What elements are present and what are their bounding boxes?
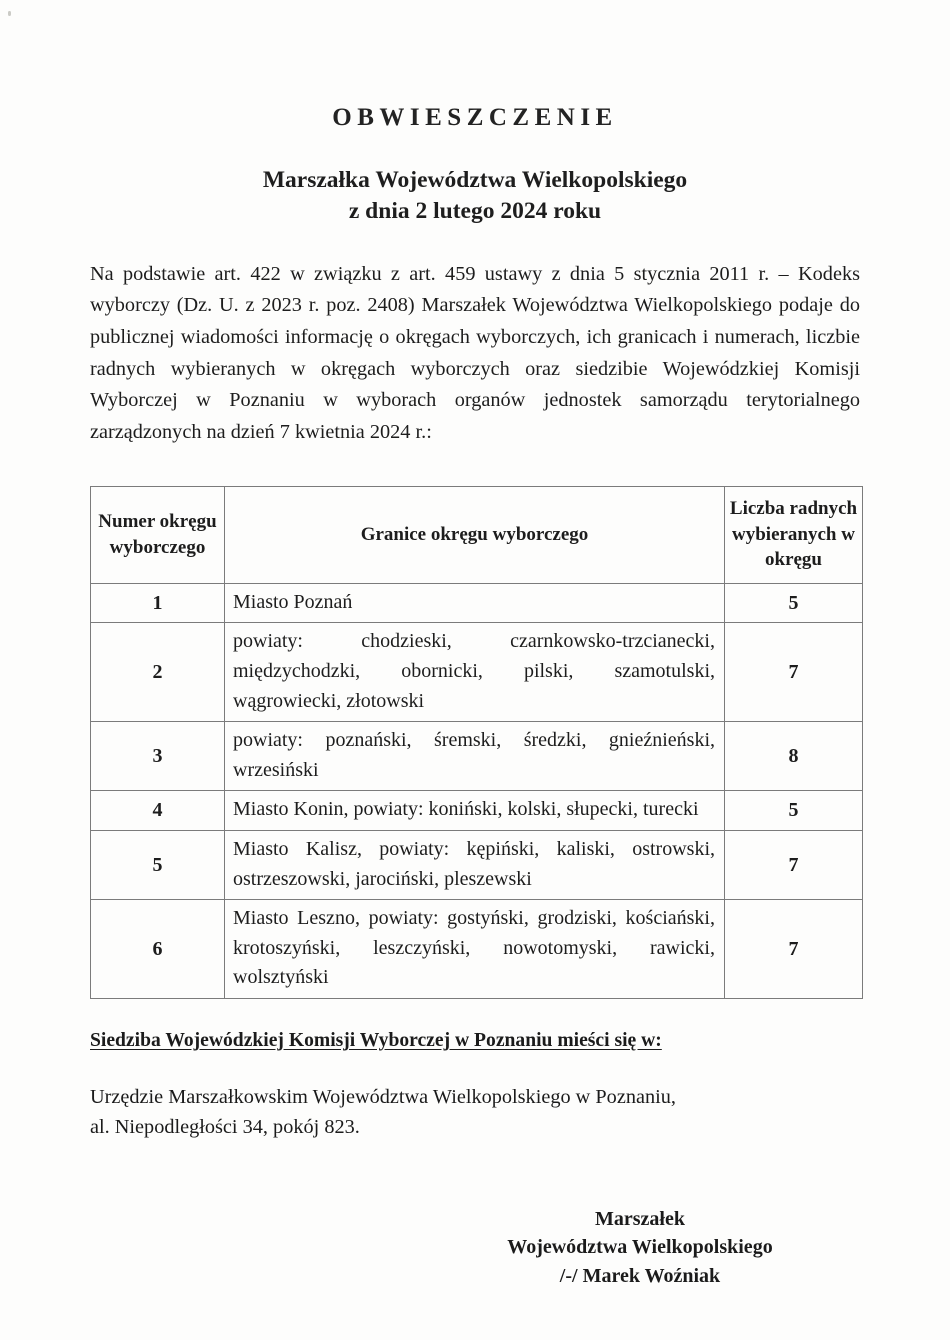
table-row bbox=[91, 722, 863, 791]
cell-district-boundaries: Miasto Poznań bbox=[225, 583, 725, 623]
cell-seat-count: 5 bbox=[725, 583, 863, 623]
cell-district-number: 3 bbox=[91, 722, 225, 791]
cell-district-boundaries: Miasto Leszno, powiaty: gostyński, grodziski, kościański, krotoszyński, leszczyński, nowotomyski, rawicki, wolsztyński bbox=[225, 900, 725, 999]
cell-seat-count: 7 bbox=[725, 623, 863, 722]
commission-seat-heading: Siedziba Wojewódzkiej Komisji Wyborczej w Poznaniu mieści się w: bbox=[90, 1029, 662, 1051]
districts-table-wrapper bbox=[90, 486, 860, 998]
column-header-seats: Liczba radnych wybieranych w okręgu bbox=[725, 487, 863, 583]
document-subtitle bbox=[90, 165, 860, 227]
cell-district-number: 1 bbox=[91, 583, 225, 623]
cell-seat-count: 7 bbox=[725, 830, 863, 899]
commission-seat-address bbox=[90, 1082, 860, 1143]
cell-district-number: 6 bbox=[91, 900, 225, 999]
column-header-number: Numer okręgu wyborczego bbox=[91, 487, 225, 583]
document-subtitle-line2: z dnia 2 lutego 2024 roku bbox=[348, 197, 602, 224]
signature-title: Marszałek bbox=[595, 1207, 685, 1230]
table-row bbox=[91, 900, 863, 999]
cell-seat-count: 7 bbox=[725, 900, 863, 999]
scan-speck bbox=[8, 11, 11, 16]
table-row bbox=[91, 791, 863, 831]
table-row bbox=[91, 830, 863, 899]
table-header-row bbox=[91, 487, 863, 583]
intro-paragraph: Na podstawie art. 422 w związku z art. 459 ustawy z dnia 5 stycznia 2011 r. – Kodeks wyborczy (Dz. U. z 2023 r. poz. 2408) Marszałek Województwa Wielkopolskiego podaje do publicznej wiadomości informację o okręgach wyborczych, ich granicach i numerach, liczbie radnych wybieranych w okręgach wyborczych oraz siedzibie Wojewódzkiej Komisji Wyborczej w Poznaniu w wyborach organów jednostek samorządu terytorialnego zarządzonych na dzień 7 kwietnia 2024 r.: bbox=[90, 262, 860, 443]
address-line-2: al. Niepodległości 34, pokój 823. bbox=[90, 1116, 360, 1139]
districts-table bbox=[90, 486, 863, 998]
cell-seat-count: 5 bbox=[725, 791, 863, 831]
document-title: OBWIESZCZENIE bbox=[332, 104, 618, 131]
table-head bbox=[91, 487, 863, 583]
cell-district-number: 2 bbox=[91, 623, 225, 722]
signature-name: /-/ Marek Woźniak bbox=[559, 1264, 721, 1287]
signature-region: Województwa Wielkopolskiego bbox=[507, 1236, 773, 1259]
address-line-1: Urzędzie Marszałkowskim Województwa Wielkopolskiego w Poznaniu, bbox=[90, 1085, 676, 1108]
cell-district-number: 4 bbox=[91, 791, 225, 831]
cell-district-number: 5 bbox=[91, 830, 225, 899]
cell-district-boundaries: Miasto Konin, powiaty: koniński, kolski, słupecki, turecki bbox=[225, 791, 725, 831]
cell-district-boundaries: powiaty: poznański, śremski, średzki, gnieźnieński, wrzesiński bbox=[225, 722, 725, 791]
document-content bbox=[90, 0, 860, 1290]
cell-district-boundaries: Miasto Kalisz, powiaty: kępiński, kaliski, ostrowski, ostrzeszowski, jarociński, pleszewski bbox=[225, 830, 725, 899]
table-row bbox=[91, 623, 863, 722]
cell-seat-count: 8 bbox=[725, 722, 863, 791]
column-header-boundaries: Granice okręgu wyborczego bbox=[225, 487, 725, 583]
signature-block bbox=[90, 1205, 860, 1290]
table-body bbox=[91, 583, 863, 998]
document-subtitle-line1: Marszałka Województwa Wielkopolskiego bbox=[262, 166, 688, 193]
cell-district-boundaries: powiaty: chodzieski, czarnkowsko-trzcianecki, międzychodzki, obornicki, pilski, szamotulski, wągrowiecki, złotowski bbox=[225, 623, 725, 722]
table-row bbox=[91, 583, 863, 623]
